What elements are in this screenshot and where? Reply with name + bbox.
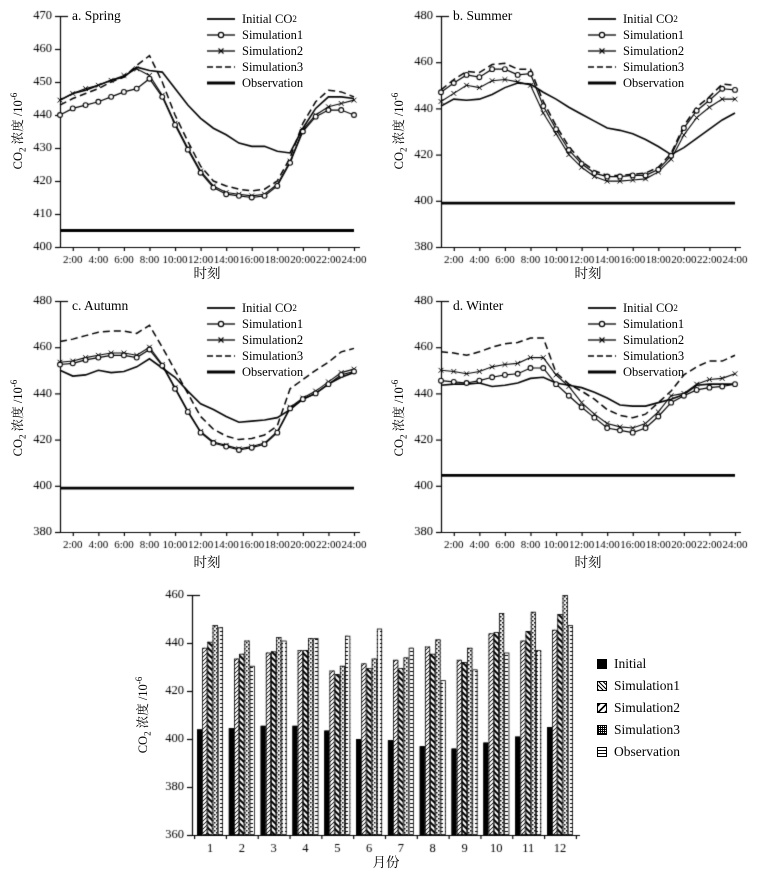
chart-legend-winter — [586, 300, 684, 380]
legend-label: Simulation1 — [623, 316, 685, 331]
legend-line-swatch-thick — [586, 365, 618, 379]
y-axis-label: $CO_2$ 浓度 $/10^{-6}$ — [389, 379, 409, 457]
legend-label: Simulation3 — [623, 348, 685, 363]
legend-label: Initial CO — [242, 11, 293, 26]
chart-autumn — [0, 285, 380, 575]
chart-monthly-bars — [130, 570, 761, 872]
legend-line-swatch-thick — [586, 76, 618, 90]
legend-item-simulation3 — [205, 348, 303, 364]
legend-label: Observation — [242, 75, 304, 90]
legend-label: Initial CO — [623, 11, 674, 26]
y-axis-label: $CO_2$ 浓度 $/10^{-6}$ — [8, 92, 28, 170]
legend-label: Simulation2 — [623, 332, 685, 347]
legend-line-swatch-thick — [205, 365, 237, 379]
bar-legend-swatch-hatchfine — [597, 681, 607, 691]
chart-title-winter: d. Winter — [453, 298, 504, 313]
bar-legend-swatch-stipple — [597, 725, 607, 735]
bar-legend-label: Simulation2 — [614, 700, 681, 715]
x-axis-label: 时刻 — [193, 555, 221, 570]
legend-label: Simulation3 — [242, 59, 304, 74]
legend-label: Initial CO — [623, 300, 674, 315]
legend-line-swatch-dashed — [205, 349, 237, 363]
legend-item-simulation1 — [586, 316, 684, 332]
legend-item-initial-co — [586, 300, 684, 316]
legend-item-simulation2 — [586, 332, 684, 348]
legend-item-observation — [586, 75, 684, 91]
legend-line-swatch-x — [586, 44, 618, 58]
chart-title-spring: a. Spring — [72, 8, 121, 23]
x-axis-label: 时刻 — [574, 555, 602, 570]
legend-label: Observation — [242, 364, 304, 379]
y-axis-label: $CO_2$ 浓度 $/10^{-6}$ — [8, 379, 28, 457]
y-axis-label: $CO_2$ 浓度 $/10^{-6}$ — [389, 92, 409, 170]
chart-title-summer: b. Summer — [453, 8, 513, 23]
legend-item-observation — [205, 364, 303, 380]
chart-summer — [381, 0, 761, 285]
legend-line-swatch-circle — [586, 28, 618, 42]
legend-line-swatch-solid — [586, 12, 618, 26]
y-axis-label: $CO_2$ 浓度 $/10^{-6}$ — [133, 676, 153, 754]
chart-legend-spring — [205, 11, 303, 91]
legend-item-simulation3 — [205, 59, 303, 75]
legend-label: Simulation1 — [242, 316, 304, 331]
x-axis-label: 月份 — [372, 855, 400, 870]
legend-line-swatch-x — [205, 44, 237, 58]
legend-item-observation — [205, 75, 303, 91]
legend-item-simulation1 — [205, 316, 303, 332]
legend-line-swatch-circle — [586, 317, 618, 331]
legend-label-subscript: 2 — [673, 14, 678, 24]
chart-spring — [0, 0, 380, 285]
legend-line-swatch-solid — [205, 301, 237, 315]
chart-winter — [381, 285, 761, 575]
chart-title-autumn: c. Autumn — [72, 298, 129, 313]
legend-label: Simulation2 — [242, 332, 304, 347]
legend-label-subscript: 2 — [673, 303, 678, 313]
legend-item-simulation3 — [586, 59, 684, 75]
x-axis-label: 时刻 — [574, 266, 602, 281]
autumn-plot-canvas — [0, 285, 380, 575]
bar-legend-item-observation — [597, 741, 680, 763]
legend-label: Simulation3 — [623, 59, 685, 74]
legend-label: Simulation3 — [242, 348, 304, 363]
legend-label-subscript: 2 — [292, 303, 297, 313]
bar-legend-item-simulation1 — [597, 675, 680, 697]
bar-legend-item-simulation2 — [597, 697, 680, 719]
legend-label: Initial CO — [242, 300, 293, 315]
legend-item-simulation1 — [205, 27, 303, 43]
bar-legend-label: Simulation3 — [614, 722, 681, 737]
bar-legend-item-initial — [597, 653, 680, 675]
winter-plot-canvas — [381, 285, 761, 575]
legend-item-simulation3 — [586, 348, 684, 364]
bar-legend-swatch-solid — [597, 659, 607, 669]
bar-legend-item-simulation3 — [597, 719, 680, 741]
spring-plot-canvas — [0, 0, 380, 285]
legend-line-swatch-dashed — [586, 60, 618, 74]
legend-label: Simulation2 — [242, 43, 304, 58]
summer-plot-canvas — [381, 0, 761, 285]
legend-line-swatch-solid — [205, 12, 237, 26]
legend-label: Simulation2 — [623, 43, 685, 58]
legend-item-simulation2 — [205, 332, 303, 348]
chart-legend-summer — [586, 11, 684, 91]
bar-legend-swatch-hdash — [597, 747, 607, 757]
legend-item-observation — [586, 364, 684, 380]
legend-item-initial-co — [586, 11, 684, 27]
legend-item-initial-co — [205, 300, 303, 316]
legend-label: Simulation1 — [623, 27, 685, 42]
chart-legend-autumn — [205, 300, 303, 380]
legend-line-swatch-dashed — [205, 60, 237, 74]
legend-label: Simulation1 — [242, 27, 304, 42]
legend-label: Observation — [623, 364, 685, 379]
legend-item-initial-co — [205, 11, 303, 27]
legend-line-swatch-x — [205, 333, 237, 347]
legend-line-swatch-thick — [205, 76, 237, 90]
legend-line-swatch-dashed — [586, 349, 618, 363]
legend-line-swatch-solid — [586, 301, 618, 315]
bar-legend-label: Initial — [614, 656, 647, 671]
legend-line-swatch-circle — [205, 317, 237, 331]
bar-legend-label: Observation — [614, 744, 680, 759]
legend-line-swatch-circle — [205, 28, 237, 42]
bar-chart-legend — [597, 653, 680, 763]
bar-legend-label: Simulation1 — [614, 678, 681, 693]
bar-legend-swatch-hatchbold — [597, 703, 607, 713]
x-axis-label: 时刻 — [193, 266, 221, 281]
legend-label-subscript: 2 — [292, 14, 297, 24]
legend-item-simulation1 — [586, 27, 684, 43]
legend-item-simulation2 — [205, 43, 303, 59]
legend-item-simulation2 — [586, 43, 684, 59]
legend-line-swatch-x — [586, 333, 618, 347]
legend-label: Observation — [623, 75, 685, 90]
